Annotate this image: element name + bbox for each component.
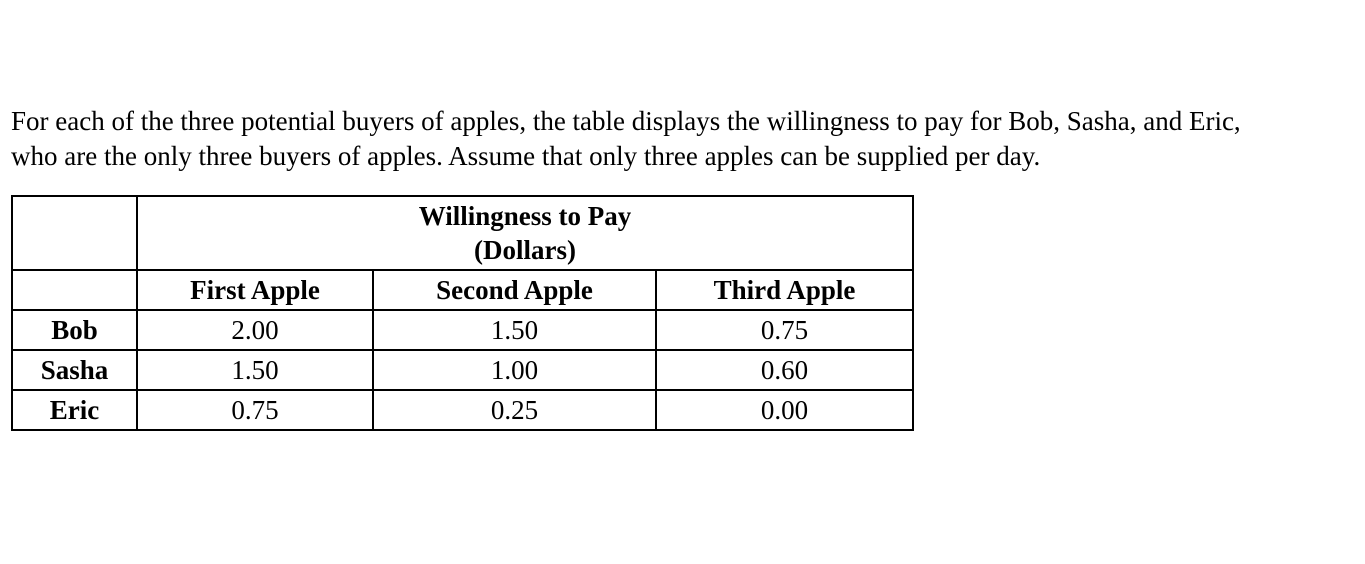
- table-cell: 0.00: [656, 390, 913, 430]
- table-cell: 2.00: [137, 310, 373, 350]
- table-title-row: [12, 196, 913, 270]
- table-row: [12, 390, 913, 430]
- intro-line-2: who are the only three buyers of apples. Assume that only three apples can be supplied per day.: [11, 141, 1041, 171]
- corner-cell: [12, 196, 137, 270]
- table-title-line-2: (Dollars): [474, 235, 576, 265]
- willingness-to-pay-table: [11, 195, 914, 431]
- row-label-eric: Eric: [12, 390, 137, 430]
- table-cell: 1.50: [137, 350, 373, 390]
- header-blank-cell: [12, 270, 137, 310]
- table-cell: 1.00: [373, 350, 656, 390]
- intro-line-1: For each of the three potential buyers of apples, the table displays the willingness to pay for Bob, Sasha, and Eric,: [11, 106, 1241, 136]
- table-cell: 1.50: [373, 310, 656, 350]
- table-row: [12, 350, 913, 390]
- table-cell: 0.25: [373, 390, 656, 430]
- column-header-third-apple: Third Apple: [656, 270, 913, 310]
- intro-paragraph: [11, 104, 1361, 174]
- column-header-first-apple: First Apple: [137, 270, 373, 310]
- column-header-second-apple: Second Apple: [373, 270, 656, 310]
- table-cell: 0.75: [137, 390, 373, 430]
- row-label-sasha: Sasha: [12, 350, 137, 390]
- column-header-row: [12, 270, 913, 310]
- row-label-bob: Bob: [12, 310, 137, 350]
- table-title: [137, 196, 913, 270]
- table-cell: 0.75: [656, 310, 913, 350]
- table-row: [12, 310, 913, 350]
- table-title-line-1: Willingness to Pay: [418, 201, 632, 231]
- table-cell: 0.60: [656, 350, 913, 390]
